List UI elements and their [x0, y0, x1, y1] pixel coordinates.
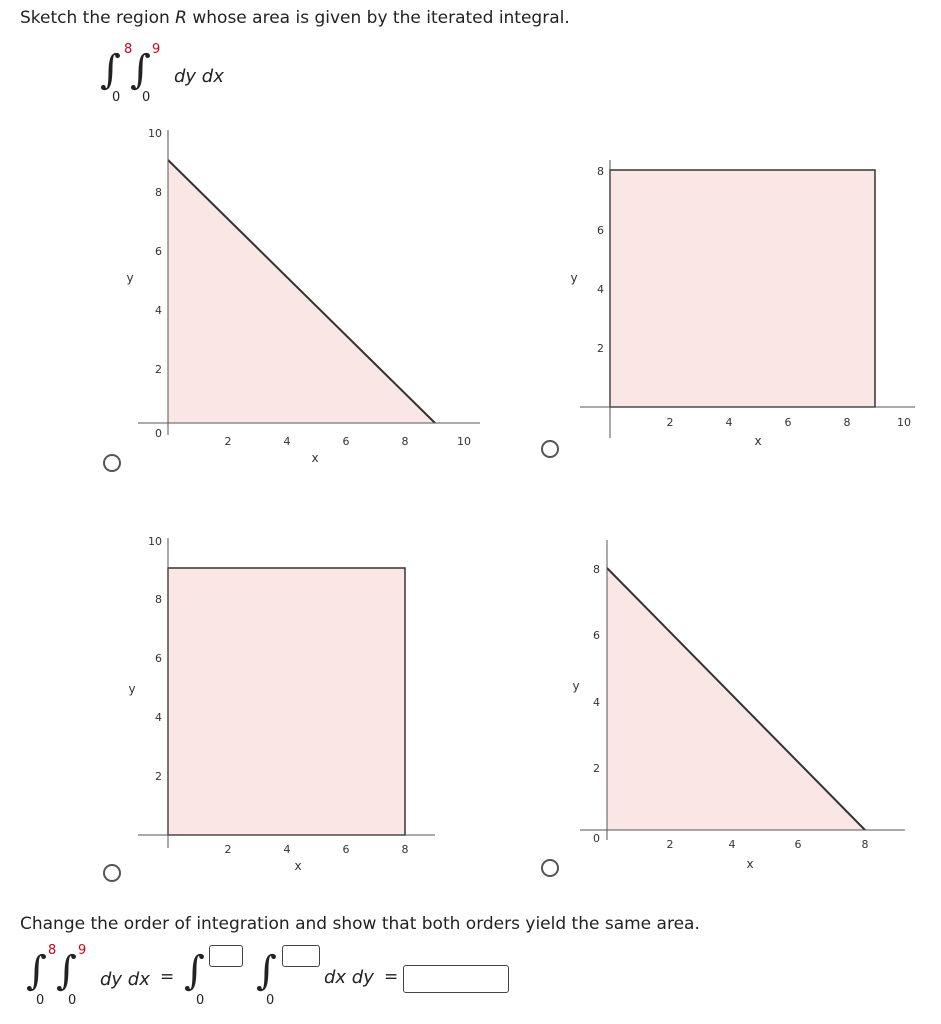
region-variable: R [175, 8, 187, 28]
y-tick-label: 4 [597, 283, 604, 296]
x-axis-label: x [294, 859, 302, 873]
y-tick-label: 2 [155, 770, 162, 783]
lhs-inner-upper-limit: 9 [78, 943, 87, 958]
lhs-inner-lower-limit: 0 [68, 993, 77, 1008]
y-tick-label: 8 [155, 593, 162, 606]
rhs-inner-upper-limit-input[interactable] [282, 945, 320, 967]
y-tick-label: 0 [155, 427, 162, 440]
y-tick-labels [597, 165, 604, 355]
equals-sign: = [160, 967, 175, 987]
lhs-outer-lower-limit: 0 [36, 993, 45, 1008]
rhs-inner-lower-limit: 0 [266, 993, 275, 1008]
x-tick-label: 6 [794, 838, 802, 851]
graph-option-a [110, 110, 490, 480]
y-tick-labels [148, 127, 162, 440]
y-tick-label: 6 [155, 652, 162, 665]
y-tick-label: 4 [155, 711, 162, 724]
x-tick-label: 10 [897, 416, 911, 429]
x-tick-label: 4 [725, 416, 733, 429]
outer-upper-limit: 8 [124, 42, 133, 57]
given-integral [100, 44, 240, 114]
region-b-fill [610, 170, 875, 407]
lhs-inner-integral-sign: ∫ [56, 948, 77, 994]
y-axis-label: y [126, 271, 134, 285]
lhs-outer-upper-limit: 8 [48, 943, 57, 958]
x-tick-label: 6 [342, 435, 350, 448]
y-tick-label: 10 [148, 535, 162, 548]
y-tick-label: 2 [155, 363, 162, 376]
y-tick-label: 6 [593, 629, 600, 642]
problem-prompt: Sketch the region R whose area is given by the iterated integral. [20, 8, 570, 28]
inner-upper-limit: 9 [152, 42, 161, 57]
x-tick-label: 2 [666, 838, 674, 851]
x-tick-label: 8 [861, 838, 869, 851]
y-tick-label: 2 [597, 342, 604, 355]
x-tick-label: 6 [784, 416, 792, 429]
x-tick-labels [225, 435, 472, 448]
y-tick-label: 4 [593, 696, 600, 709]
y-axis-label: y [128, 682, 136, 696]
rhs-inner-integral-sign: ∫ [256, 948, 277, 994]
option-a-radio[interactable] [103, 454, 121, 472]
inner-integral-sign: ∫ [130, 47, 151, 93]
graph-option-b [560, 150, 920, 460]
y-tick-labels [593, 563, 600, 845]
y-tick-labels [148, 535, 162, 783]
outer-integral-sign: ∫ [100, 47, 121, 93]
x-tick-label: 2 [666, 416, 674, 429]
x-axis-label: x [754, 434, 762, 448]
x-tick-labels [667, 838, 869, 851]
x-tick-label: 4 [283, 843, 291, 856]
y-tick-label: 0 [593, 832, 600, 845]
x-tick-label: 10 [457, 435, 471, 448]
option-d-radio[interactable] [541, 859, 559, 877]
x-tick-label: 2 [224, 435, 232, 448]
x-tick-label: 2 [224, 843, 232, 856]
x-tick-labels [667, 416, 912, 429]
region-c-fill [168, 568, 405, 835]
y-tick-label: 4 [155, 304, 162, 317]
area-answer-input[interactable] [403, 965, 509, 993]
graph-option-d [560, 535, 910, 875]
x-axis-label: x [311, 451, 319, 465]
y-tick-label: 6 [155, 245, 162, 258]
y-tick-label: 10 [148, 127, 162, 140]
rhs-outer-lower-limit: 0 [196, 993, 205, 1008]
y-axis-label: y [572, 679, 580, 693]
y-tick-label: 6 [597, 224, 604, 237]
rhs-outer-upper-limit-input[interactable] [209, 945, 243, 967]
x-tick-label: 6 [342, 843, 350, 856]
rhs-outer-integral-sign: ∫ [184, 948, 205, 994]
option-c-radio[interactable] [103, 864, 121, 882]
lhs-differentials: dy dx [100, 969, 150, 990]
x-tick-label: 4 [728, 838, 736, 851]
x-tick-labels [225, 843, 409, 856]
change-order-equation [20, 945, 520, 1020]
graph-option-c [110, 530, 440, 880]
y-axis-label: y [570, 271, 578, 285]
change-order-prompt: Change the order of integration and show that both orders yield the same area. [20, 914, 700, 934]
rhs-differentials: dx dy [324, 967, 374, 988]
integral-differentials: dy dx [174, 66, 224, 87]
y-tick-label: 8 [593, 563, 600, 576]
y-tick-label: 2 [593, 762, 600, 775]
y-tick-label: 8 [597, 165, 604, 178]
outer-lower-limit: 0 [112, 90, 121, 105]
option-b-radio[interactable] [541, 440, 559, 458]
x-tick-label: 4 [283, 435, 291, 448]
inner-lower-limit: 0 [142, 90, 151, 105]
x-tick-label: 8 [401, 435, 409, 448]
x-tick-label: 8 [401, 843, 409, 856]
y-tick-label: 8 [155, 186, 162, 199]
equals-sign-2: = [384, 967, 399, 987]
lhs-outer-integral-sign: ∫ [26, 948, 47, 994]
x-axis-label: x [746, 857, 754, 871]
x-tick-label: 8 [843, 416, 851, 429]
